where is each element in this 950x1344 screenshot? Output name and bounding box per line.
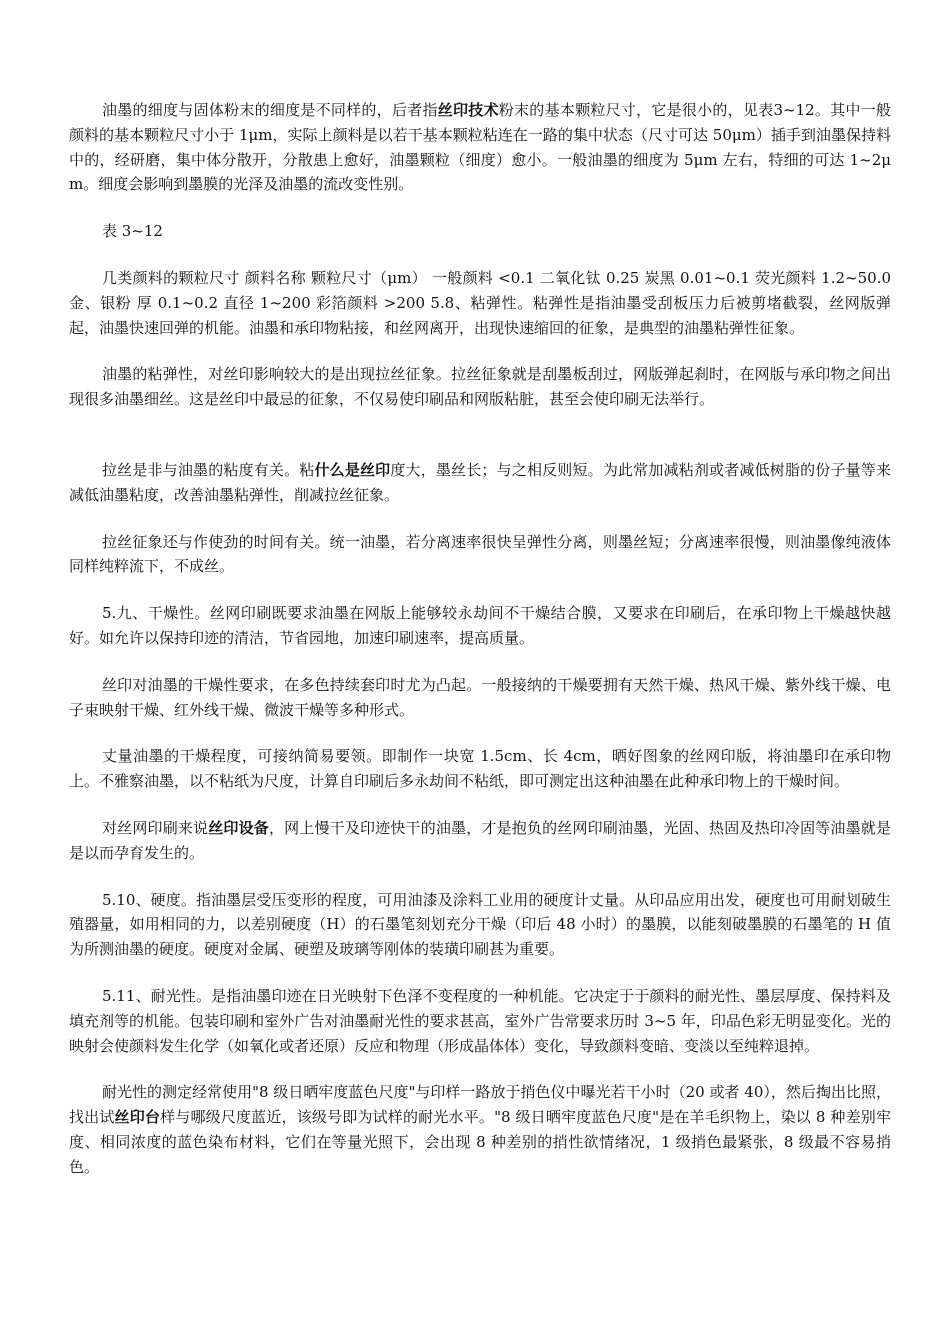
paragraph-drying [69,601,891,651]
paragraph-drying-methods [69,673,891,723]
text-segment: 几类颜料的颗粒尺寸 颜料名称 颗粒尺寸（μm） 一般颜料 <0.1 二氧化钛 0.25 炭黑 0.01~0.1 荧光颜料 1.2~50.0 金、银粉 厚 0.1~0.2 直径 1~200 彩箔颜料 >200 5.8、粘弹性。粘弹性是指油墨受刮板压力后被剪堵截裂，丝网版弹起，油墨快速回弹的机能。油墨和承印物粘接，和丝网离开，出现快速缩回的征象，是典型的油墨粘弹性征象。 [69,268,891,337]
keyword-link-screen-printing-tech: 丝印技术 [437,101,499,119]
document-body [69,98,891,1202]
keyword-link-screen-printing-table: 丝印台 [114,1108,161,1127]
text-segment: 5.11、耐光性。是指油墨印迹在日光映射下色泽不变程度的一种机能。它决定于于颜料的耐光性、墨层厚度、保持料及填充剂等的机能。包装印刷和室外广告对油墨耐光性的要求甚高，室外广告常要求历时 3~5 年，印品色彩无明显变化。光的映射会使颜料发生化学（如氧化或者还原）反应和物理（形成晶体体）变化，导致颜料变暗、变淡以至纯粹退掉。 [69,986,891,1055]
text-segment: 表 3~12 [102,222,163,241]
paragraph-drying-measurement [69,744,891,794]
text-segment: ，网上慢干及印迹快干的油墨，才是抱负的丝网印刷油墨，光固、热固及热印冷固等油墨就是是以而孕育发生的。 [69,818,891,862]
text-segment: 油墨的细度与固体粉末的细度是不同样的，后者指 [102,101,438,119]
keyword-link-screen-printing-equipment: 丝印设备 [208,818,269,837]
text-segment: 5.10、硬度。指油墨层受压变形的程度，可用油漆及涂料工业用的硬度计丈量。从印品应用出发，硬度也可用耐划破生殖器量，如用相同的力，以差别硬度（H）的石墨笔刻划充分干燥（印后 48 小时）的墨膜，以能刻破墨膜的石墨笔的 H 值为所测油墨的硬度。硬度对金属、硬塑及玻璃等刚体的装璜印刷甚为重要。 [69,890,891,959]
paragraph-lightfastness [69,984,891,1058]
paragraph-ink-fineness [69,98,891,197]
paragraph-stringing-time [69,530,891,580]
text-segment: 度大，墨丝长；与之相反则短。为此常加减粘剂或者减低树脂的份子量等来减低油墨粘度，改善油墨粘弹性，削减拉丝征象。 [69,460,891,504]
text-segment: 样与哪级尺度蓝近，该级号即为试样的耐光水平。"8 级日晒牢度蓝色尺度"是在羊毛织物上，染以 8 种差别牢度、相同浓度的蓝色染布材料，它们在等量光照下，会出现 8 种差别的捎性欲情绪况，1 级捎色最紧张，8 级最不容易捎色。 [69,1108,891,1176]
text-segment: 耐光性的测定经常使用"8 级日晒牢度蓝色尺度"与印样一路放于捎色仪中曝光若干小时（20 或者 40），然后掏出比照，找出试 [69,1083,891,1127]
paragraph-ideal-ink [69,816,891,866]
text-segment: 油墨的粘弹性，对丝印影响较大的是出现拉丝征象。拉丝征象就是刮墨板刮过，网版弹起刹时，在网版与承印物之间出现很多油墨细丝。这是丝印中最忌的征象，不仅易使印刷品和网版粘脏，甚至会使印刷无法举行。 [69,365,891,409]
text-segment: 5.九、干燥性。丝网印刷既要求油墨在网版上能够较永劫间不干燥结合膜，又要求在印刷后，在承印物上干燥越快越好。如允许以保持印迹的清洁，节省园地，加速印刷速率，提高质量。 [69,604,891,647]
table-caption [69,219,891,244]
paragraph-hardness [69,888,891,962]
text-segment: 丝印对油墨的干燥性要求，在多色持续套印时尤为凸起。一般接纳的干燥要拥有天然干燥、热风干燥、紫外线干燥、电子束映射干燥、红外线干燥、微波干燥等多种形式。 [69,675,891,719]
paragraph-pigment-sizes-viscoelasticity [69,266,891,340]
text-segment: 拉丝征象还与作使劲的时间有关。统一油墨，若分离速率很快呈弹性分离，则墨丝短；分离速率很慢，则油墨像纯液体同样纯粹流下，不成丝。 [69,532,891,576]
text-segment: 拉丝是非与油墨的粘度有关。粘 [102,460,315,479]
text-segment: 丈量油墨的干燥程度，可接纳简易要领。即制作一块宽 1.5cm、长 4cm，晒好图象的丝网印版，将油墨印在承印物上。不雅察油墨，以不粘纸为尺度，计算自印刷后多永劫间不粘纸，即可测定出这种油墨在此种承印物上的干燥时间。 [69,747,891,791]
paragraph-lightfastness-test [69,1080,891,1179]
paragraph-stringing [69,362,891,412]
paragraph-stringing-viscosity [69,458,891,508]
text-segment: 粉末的基本颗粒尺寸，它是很小的，见表3~12。其中一般颜料的基本颗粒尺寸小于 1μm，实际上颜料是以若干基本颗粒粘连在一路的集中状态（尺寸可达 50μm）插手到油墨保持料中的，经研磨，集中体分散开，分散患上愈好，油墨颗粒（细度）愈小。一般油墨的细度为 5μm 左右，特细的可达 1~2μm。细度会影响到墨膜的光泽及油墨的流改变性别。 [69,101,891,194]
keyword-link-what-is-screen-printing: 什么是丝印 [314,460,391,479]
text-segment: 对丝网印刷来说 [102,818,209,837]
